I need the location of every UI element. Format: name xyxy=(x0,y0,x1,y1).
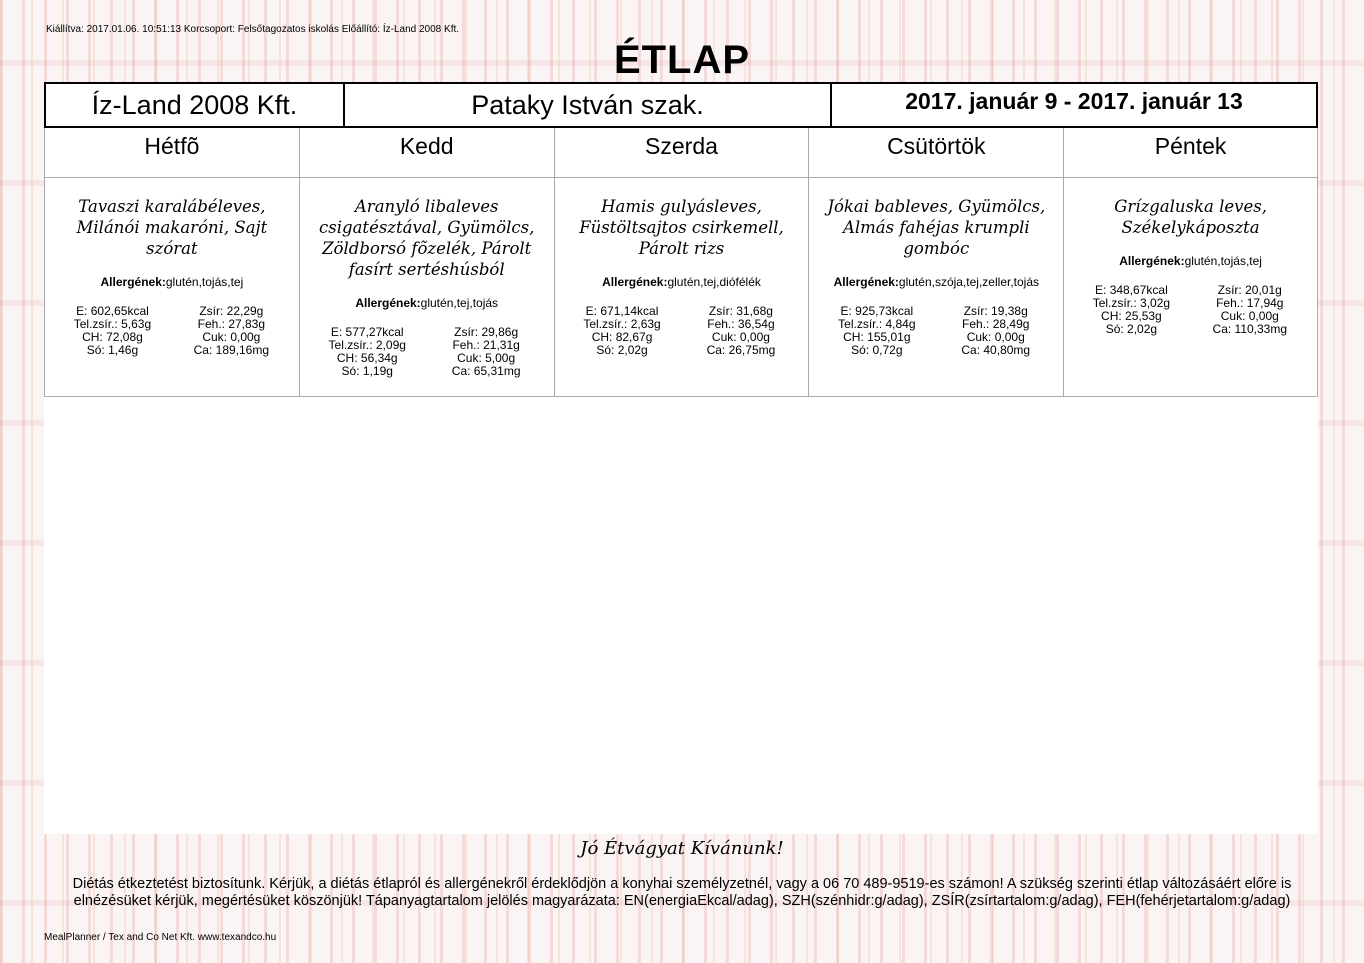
saturated-fat: Tel.zsír.: 3,02g xyxy=(1092,296,1171,310)
carbohydrate: CH: 155,01g xyxy=(843,330,911,344)
calcium: Ca: 65,31mg xyxy=(451,364,521,378)
allergen-list: glutén,szója,tej,zeller,tojás xyxy=(898,275,1040,289)
sugar: Cuk: 0,00g xyxy=(711,330,770,344)
fat: Zsír: 19,38g xyxy=(963,304,1028,318)
calcium: Ca: 26,75mg xyxy=(706,343,776,357)
page-title: ÉTLAP xyxy=(613,38,751,82)
allergen-label: Allergének: xyxy=(1119,254,1185,268)
software-credit: MealPlanner / Tex and Co Net Kft. www.texandco.hu xyxy=(44,932,277,943)
calcium: Ca: 110,33mg xyxy=(1212,322,1288,336)
allergen-label: Allergének: xyxy=(602,275,668,289)
nutrition-table xyxy=(300,326,554,378)
protein: Feh.: 17,94g xyxy=(1216,296,1284,310)
day-name: Szerda xyxy=(554,128,809,178)
day-name: Péntek xyxy=(1063,128,1318,178)
allergen-list: glutén,tej,diófélék xyxy=(667,275,761,289)
salt: Só: 1,46g xyxy=(86,343,139,357)
allergen-line xyxy=(809,275,1063,289)
bon-appetit-wish: Jó Étvágyat Kívánunk! xyxy=(580,838,784,859)
allergen-line xyxy=(1064,254,1317,268)
dish-text: Jókai bableves, Gyümölcs, Almás fahéjas krumpli gombóc xyxy=(827,197,1046,258)
energy: E: 577,27kcal xyxy=(330,325,404,339)
calcium: Ca: 40,80mg xyxy=(961,343,1031,357)
nutrition-table xyxy=(45,305,299,357)
energy: E: 602,65kcal xyxy=(76,304,149,318)
protein: Feh.: 28,49g xyxy=(962,317,1030,331)
dish-text: Hamis gulyásleves, Füstöltsajtos csirkemell, Párolt rizs xyxy=(579,197,784,258)
allergen-list: glutén,tojás,tej xyxy=(1184,254,1262,268)
issue-info: Kiállítva: 2017.01.06. 10:51:13 Korcsoport: Felsőtagozatos iskolás Előállító: Íz-Land 2008 Kft. xyxy=(46,24,460,35)
protein: Feh.: 27,83g xyxy=(197,317,266,331)
allergen-label: Allergének: xyxy=(355,296,421,310)
menu-period: 2017. január 9 - 2017. január 13 xyxy=(905,88,1243,114)
sugar: Cuk: 5,00g xyxy=(457,351,516,365)
fat: Zsír: 22,29g xyxy=(199,304,264,318)
allergen-line xyxy=(555,275,809,289)
nutrition-table xyxy=(555,305,809,357)
salt: Só: 0,72g xyxy=(851,343,903,357)
calcium: Ca: 189,16mg xyxy=(193,343,270,357)
saturated-fat: Tel.zsír.: 2,63g xyxy=(583,317,661,331)
day-header-row xyxy=(44,128,1318,178)
meal-cell-monday xyxy=(44,178,299,397)
salt: Só: 2,02g xyxy=(596,343,648,357)
menu-header-row xyxy=(44,82,1318,128)
company-name: Íz-Land 2008 Kft. xyxy=(46,84,345,126)
dish-text: Tavaszi karalábéleves, Milánói makaróni, Sajt szórat xyxy=(76,197,268,258)
fat: Zsír: 20,01g xyxy=(1217,283,1282,297)
saturated-fat: Tel.zsír.: 2,09g xyxy=(328,338,406,352)
menu-grid xyxy=(44,128,1318,397)
nutrition-table xyxy=(809,305,1063,357)
day-name: Kedd xyxy=(299,128,554,178)
protein: Feh.: 36,54g xyxy=(707,317,775,331)
diet-note: Diétás étkeztetést biztosítunk. Kérjük, a diétás étlapról és allergénekről érdeklődjön a konyhai személyzetnél, vagy a 06 70 489-9519-es számon! A szükség szerinti étlap változásáért előre is elnézésüket kérjük, megértésüket köszönjük! Tápanyagtartalom jelölés magyarázata: EN(energiaEkcal/adag), SZH(szénhidr:g/adag), ZSÍR(zsírtartalom:g/adag), FEH(fehérjetartalom:g/adag) xyxy=(72,876,1292,909)
energy: E: 925,73kcal xyxy=(840,304,914,318)
footer xyxy=(0,838,1364,859)
allergen-label: Allergének: xyxy=(100,275,166,289)
meal-cell-friday xyxy=(1063,178,1318,397)
day-name: Csütörtök xyxy=(808,128,1063,178)
allergen-list: glutén,tojás,tej xyxy=(165,275,244,289)
allergen-line xyxy=(300,296,554,310)
carbohydrate: CH: 25,53g xyxy=(1101,309,1162,323)
fat: Zsír: 29,86g xyxy=(454,325,519,339)
sugar: Cuk: 0,00g xyxy=(966,330,1025,344)
saturated-fat: Tel.zsír.: 4,84g xyxy=(838,317,916,331)
nutrition-table xyxy=(1064,284,1317,336)
allergen-list: glutén,tej,tojás xyxy=(420,296,499,310)
energy: E: 671,14kcal xyxy=(585,304,659,318)
allergen-label: Allergének: xyxy=(833,275,899,289)
sugar: Cuk: 0,00g xyxy=(202,330,261,344)
fat: Zsír: 31,68g xyxy=(708,304,773,318)
meal-cell-wednesday xyxy=(554,178,809,397)
sugar: Cuk: 0,00g xyxy=(1220,309,1279,323)
allergen-line xyxy=(45,275,299,289)
carbohydrate: CH: 82,67g xyxy=(591,330,653,344)
energy: E: 348,67kcal xyxy=(1095,283,1168,297)
dish-text: Aranyló libaleves csigatésztával, Gyümölcs, Zöldborsó fõzelék, Párolt fasírt sertéshúsból xyxy=(319,197,535,279)
school-name: Pataky István szak. xyxy=(345,84,832,126)
meal-row xyxy=(44,178,1318,397)
meal-cell-thursday xyxy=(808,178,1063,397)
carbohydrate: CH: 72,08g xyxy=(82,330,143,344)
dish-text: Grízgaluska leves, Székelykáposzta xyxy=(1114,197,1267,237)
salt: Só: 1,19g xyxy=(341,364,393,378)
carbohydrate: CH: 56,34g xyxy=(336,351,398,365)
salt: Só: 2,02g xyxy=(1105,322,1158,336)
saturated-fat: Tel.zsír.: 5,63g xyxy=(73,317,152,331)
day-name: Hétfõ xyxy=(44,128,299,178)
meal-cell-tuesday xyxy=(299,178,554,397)
protein: Feh.: 21,31g xyxy=(452,338,520,352)
